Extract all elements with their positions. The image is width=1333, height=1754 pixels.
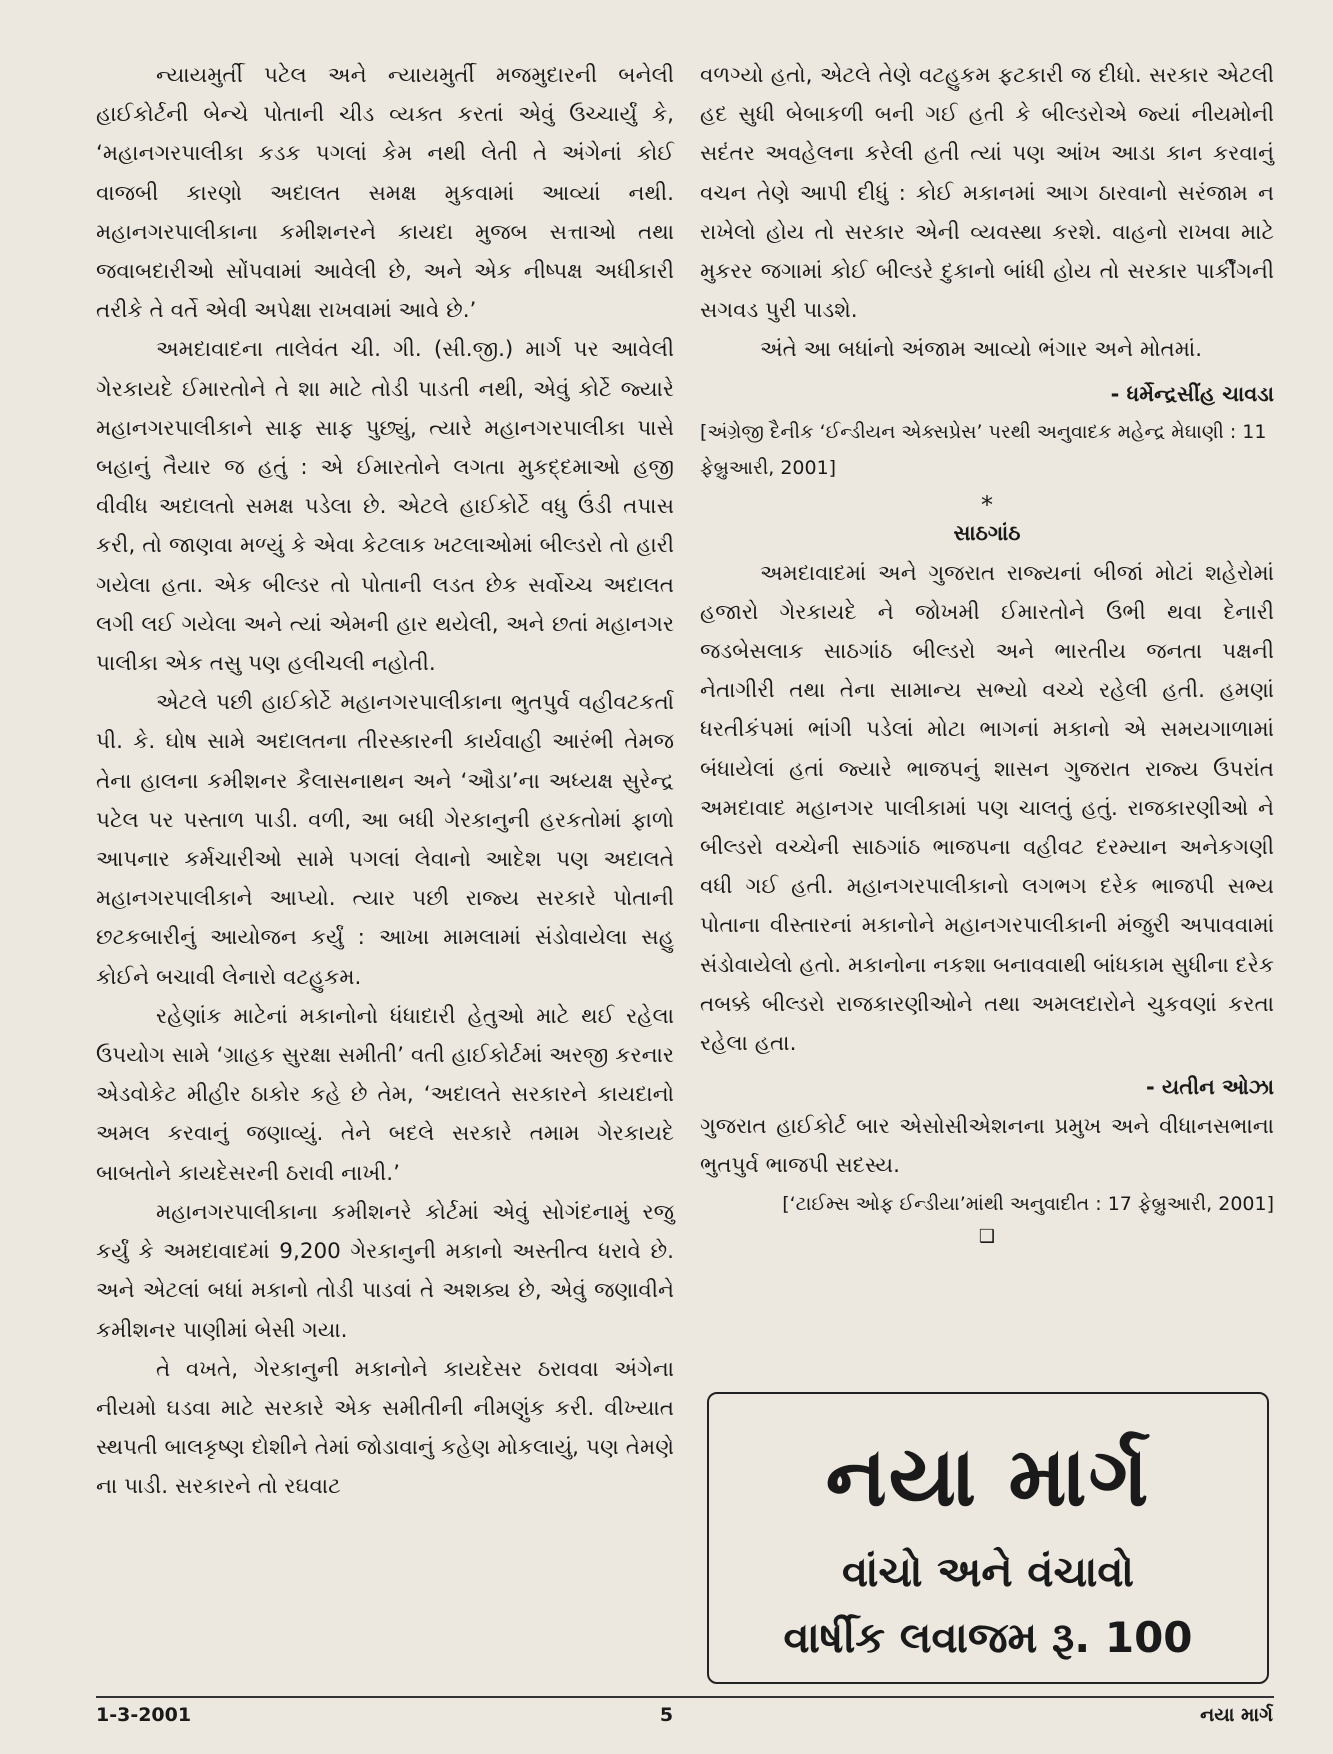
section-heading: સાઠગાંઠ: [953, 520, 1021, 545]
footer-divider: [96, 1696, 1274, 1698]
right-column: [700, 56, 1274, 1256]
article-paragraph-5: મહાનગરપાલીકાના કમીશનરે કોર્ટમાં એવું સોગંદનામું રજુ કર્યું કે અમદાવાદમાં 9,200 ગેરકાનુની મકાનો અસ્તીત્વ ધરાવે છે. અને એટલાં બધાં મકાનો તોડી પાડવાં તે અશક્ય છે, એવું જણાવીને કમીશનર પાણીમાં બેસી ગયા.: [96, 1199, 674, 1343]
source-citation-1: [અંગ્રેજી દૈનીક ‘ઈન્ડીયન એક્સપ્રેસ’ પરથી અનુવાદક મહેન્દ્ર મેઘાણી : 11 ફેબ્રુઆરી, 2001]: [700, 420, 1267, 479]
article-paragraph-continued: વળગ્યો હતો, એટલે તેણે વટહુકમ ફટકારી જ દીધો. સરકાર એટલી હદ સુધી બેબાકળી બની ગઈ હતી કે બીલ્ડરોએ જ્યાં નીયમોની સદંતર અવહેલના કરેલી હતી ત્યાં પણ આંખ આડા કાન કરવાનું વચન તેણે આપી દીધું : કોઈ મકાનમાં આગ ઠારવાનો સરંજામ ન રાખેલો હોય તો સરકાર એની વ્યવસ્થા કરશે. વાહનો રાખવા માટે મુકરર જગામાં કોઈ બીલ્ડરે દુકાનો બાંધી હોય તો સરકાર પાર્કીંગની સગવડ પુરી પાડશે.: [700, 63, 1274, 324]
section-paragraph: અમદાવાદમાં અને ગુજરાત રાજ્યનાં બીજાં મોટાં શહેરોમાં હજારો ગેરકાયદે ને જોખમી ઈમારતોને ઉભી થવા દેનારી જડબેસલાક સાઠગાંઠ બીલ્ડરો અને ભારતીય જનતા પક્ષની નેતાગીરી તથા તેના સામાન્ય સભ્યો વચ્ચે રહેલી હતી. હમણાં ધરતીકંપમાં ભાંગી પડેલાં મોટા ભાગનાં મકાનો એ સમયગાળામાં બંધાયેલાં હતાં જ્યારે ભાજપનું શાસન ગુજરાત રાજ્ય ઉપરાંત અમદાવાદ મહાનગર પાલીકામાં પણ ચાલતું હતું. રાજકારણીઓ ને બીલ્ડરો વચ્ચેની સાઠગાંઠ ભાજપના વહીવટ દરમ્યાન અનેકગણી વધી ગઈ હતી. મહાનગરપાલીકાનો લગભગ દરેક ભાજપી સભ્ય પોતાના વીસ્તારનાં મકાનોને મહાનગરપાલીકાની મંજુરી અપાવવામાં સંડોવાયેલો હતો. મકાનોના નકશા બનાવવાથી બાંધકામ સુધીના દરેક તબક્કે બીલ્ડરો રાજકારણીઓને તથા અમલદારોને ચુકવણાં કરતા રહેલા હતા.: [700, 560, 1274, 1057]
article-paragraph-6: તે વખતે, ગેરકાનુની મકાનોને કાયદેસર ઠરાવવા અંગેના નીયમો ઘડવા માટે સરકારે એક સમીતીની નીમણુંક કરી. વીખ્યાત સ્થપતી બાલકૃષ્ણ દોશીને તેમાં જોડાવાનું કહેણ મોકલાયું, પણ તેમણે ના પાડી. સરકારને તો રઘવાટ: [96, 1356, 674, 1500]
article-paragraph-1: ન્યાયમુર્તી પટેલ અને ન્યાયમુર્તી મજમુદારની બનેલી હાઈકોર્ટની બેન્ચે પોતાની ચીડ વ્યક્ત કરતાં એવું ઉચ્ચાર્યું કે, ‘મહાનગરપાલીકા કડક પગલાં કેમ નથી લેતી તે અંગેનાં કોઈ વાજબી કારણો અદાલત સમક્ષ મુકવામાં આવ્યાં નથી. મહાનગરપાલીકાના કમીશનરને કાયદા મુજબ સત્તાઓ તથા જવાબદારીઓ સોંપવામાં આવેલી છે, અને એક નીષ્પક્ષ અધીકારી તરીકે તે વર્તે એવી અપેક્ષા રાખવામાં આવે છે.’: [96, 63, 674, 324]
article-paragraph-2: અમદાવાદના તાલેવંત ચી. ગી. (સી.જી.) માર્ગ પર આવેલી ગેરકાયદે ઈમારતોને તે શા માટે તોડી પાડતી નથી, એવું કોર્ટે જ્યારે મહાનગરપાલીકાને સાફ સાફ પુછ્યું, ત્યારે મહાનગરપાલીકા પાસે બહાનું તૈયાર જ હતું : એ ઈમારતોને લગતા મુકદ્દમાઓ હજી વીવીધ અદાલતો સમક્ષ પડેલા છે. એટલે હાઈકોર્ટે વધુ ઉંડી તપાસ કરી, તો જાણવા મળ્યું કે એવા કેટલાક ખટલાઓમાં બીલ્ડરો તો હારી ગયેલા હતા. એક બીલ્ડર તો પોતાની લડત છેક સર્વોચ્ચ અદાલત લગી લઈ ગયેલા અને ત્યાં એમની હાર થયેલી, અને છતાં મહાનગર પાલીકા એક તસુ પણ હલીચલી નહોતી.: [96, 337, 674, 677]
ad-title: નયા માર્ગ: [825, 1430, 1151, 1525]
byline-author-2: - યતીન ઓઝા: [1145, 1075, 1274, 1100]
left-column: [96, 56, 674, 1507]
footer-date: 1-3-2001: [96, 1704, 192, 1726]
end-mark-icon: ❑: [978, 1225, 996, 1247]
ad-tagline: વાંચો અને વંચાવો: [841, 1547, 1135, 1596]
byline-author-1: - ધર્મેન્દ્રસીંહ ચાવડા: [1110, 381, 1274, 406]
separator-star: *: [981, 490, 993, 519]
advertisement-box: [707, 1392, 1269, 1684]
ad-subscription: વાર્ષીક લવાજમ રૂ. 100: [783, 1613, 1193, 1662]
author-description: ગુજરાત હાઈકોર્ટ બાર એસોસીએશનના પ્રમુખ અને વીધાનસભાના ભુતપુર્વ ભાજપી સદસ્ય.: [700, 1114, 1274, 1179]
source-citation-2: [‘ટાઈમ્સ ઓફ ઈન્ડીયા’માંથી અનુવાદીત : 17 ફેબ્રુઆરી, 2001]: [782, 1192, 1274, 1215]
article-paragraph-closing: અંતે આ બધાંનો અંજામ આવ્યો ભંગાર અને મોતમાં.: [760, 337, 1203, 363]
article-paragraph-4: રહેણાંક માટેનાં મકાનોનો ધંધાદારી હેતુઓ માટે થઈ રહેલા ઉપયોગ સામે ‘ગ્રાહક સુરક્ષા સમીતી’ વતી હાઈકોર્ટમાં અરજી કરનાર એડવોકેટ મીહીર ઠાકોર કહે છે તેમ, ‘અદાલતે સરકારને કાયદાનો અમલ કરવાનું જણાવ્યું. તેને બદલે સરકારે તમામ ગેરકાયદે બાબતોને કાયદેસરની ઠરાવી નાખી.’: [96, 1003, 674, 1186]
footer-publication: નયા માર્ગ: [1200, 1704, 1273, 1726]
article-paragraph-3: એટલે પછી હાઈકોર્ટે મહાનગરપાલીકાના ભુતપુર્વ વહીવટકર્તા પી. કે. ઘોષ સામે અદાલતના તીરસ્કારની કાર્યવાહી આરંભી તેમજ તેના હાલના કમીશનર કૈલાસનાથન અને ‘ઔડા’ના અધ્યક્ષ સુરેન્દ્ર પટેલ પર પસ્તાળ પાડી. વળી, આ બધી ગેરકાનુની હરકતોમાં ફાળો આપનાર કર્મચારીઓ સામે પગલાં લેવાનો આદેશ પણ અદાલતે મહાનગરપાલીકાને આપ્યો. ત્યાર પછી રાજ્ય સરકારે પોતાની છટકબારીનું આયોજન કર્યું : આખા મામલામાં સંડોવાયેલા સહુ કોઈને બચાવી લેનારો વટહુકમ.: [96, 690, 674, 990]
footer-page-number: 5: [659, 1704, 674, 1726]
